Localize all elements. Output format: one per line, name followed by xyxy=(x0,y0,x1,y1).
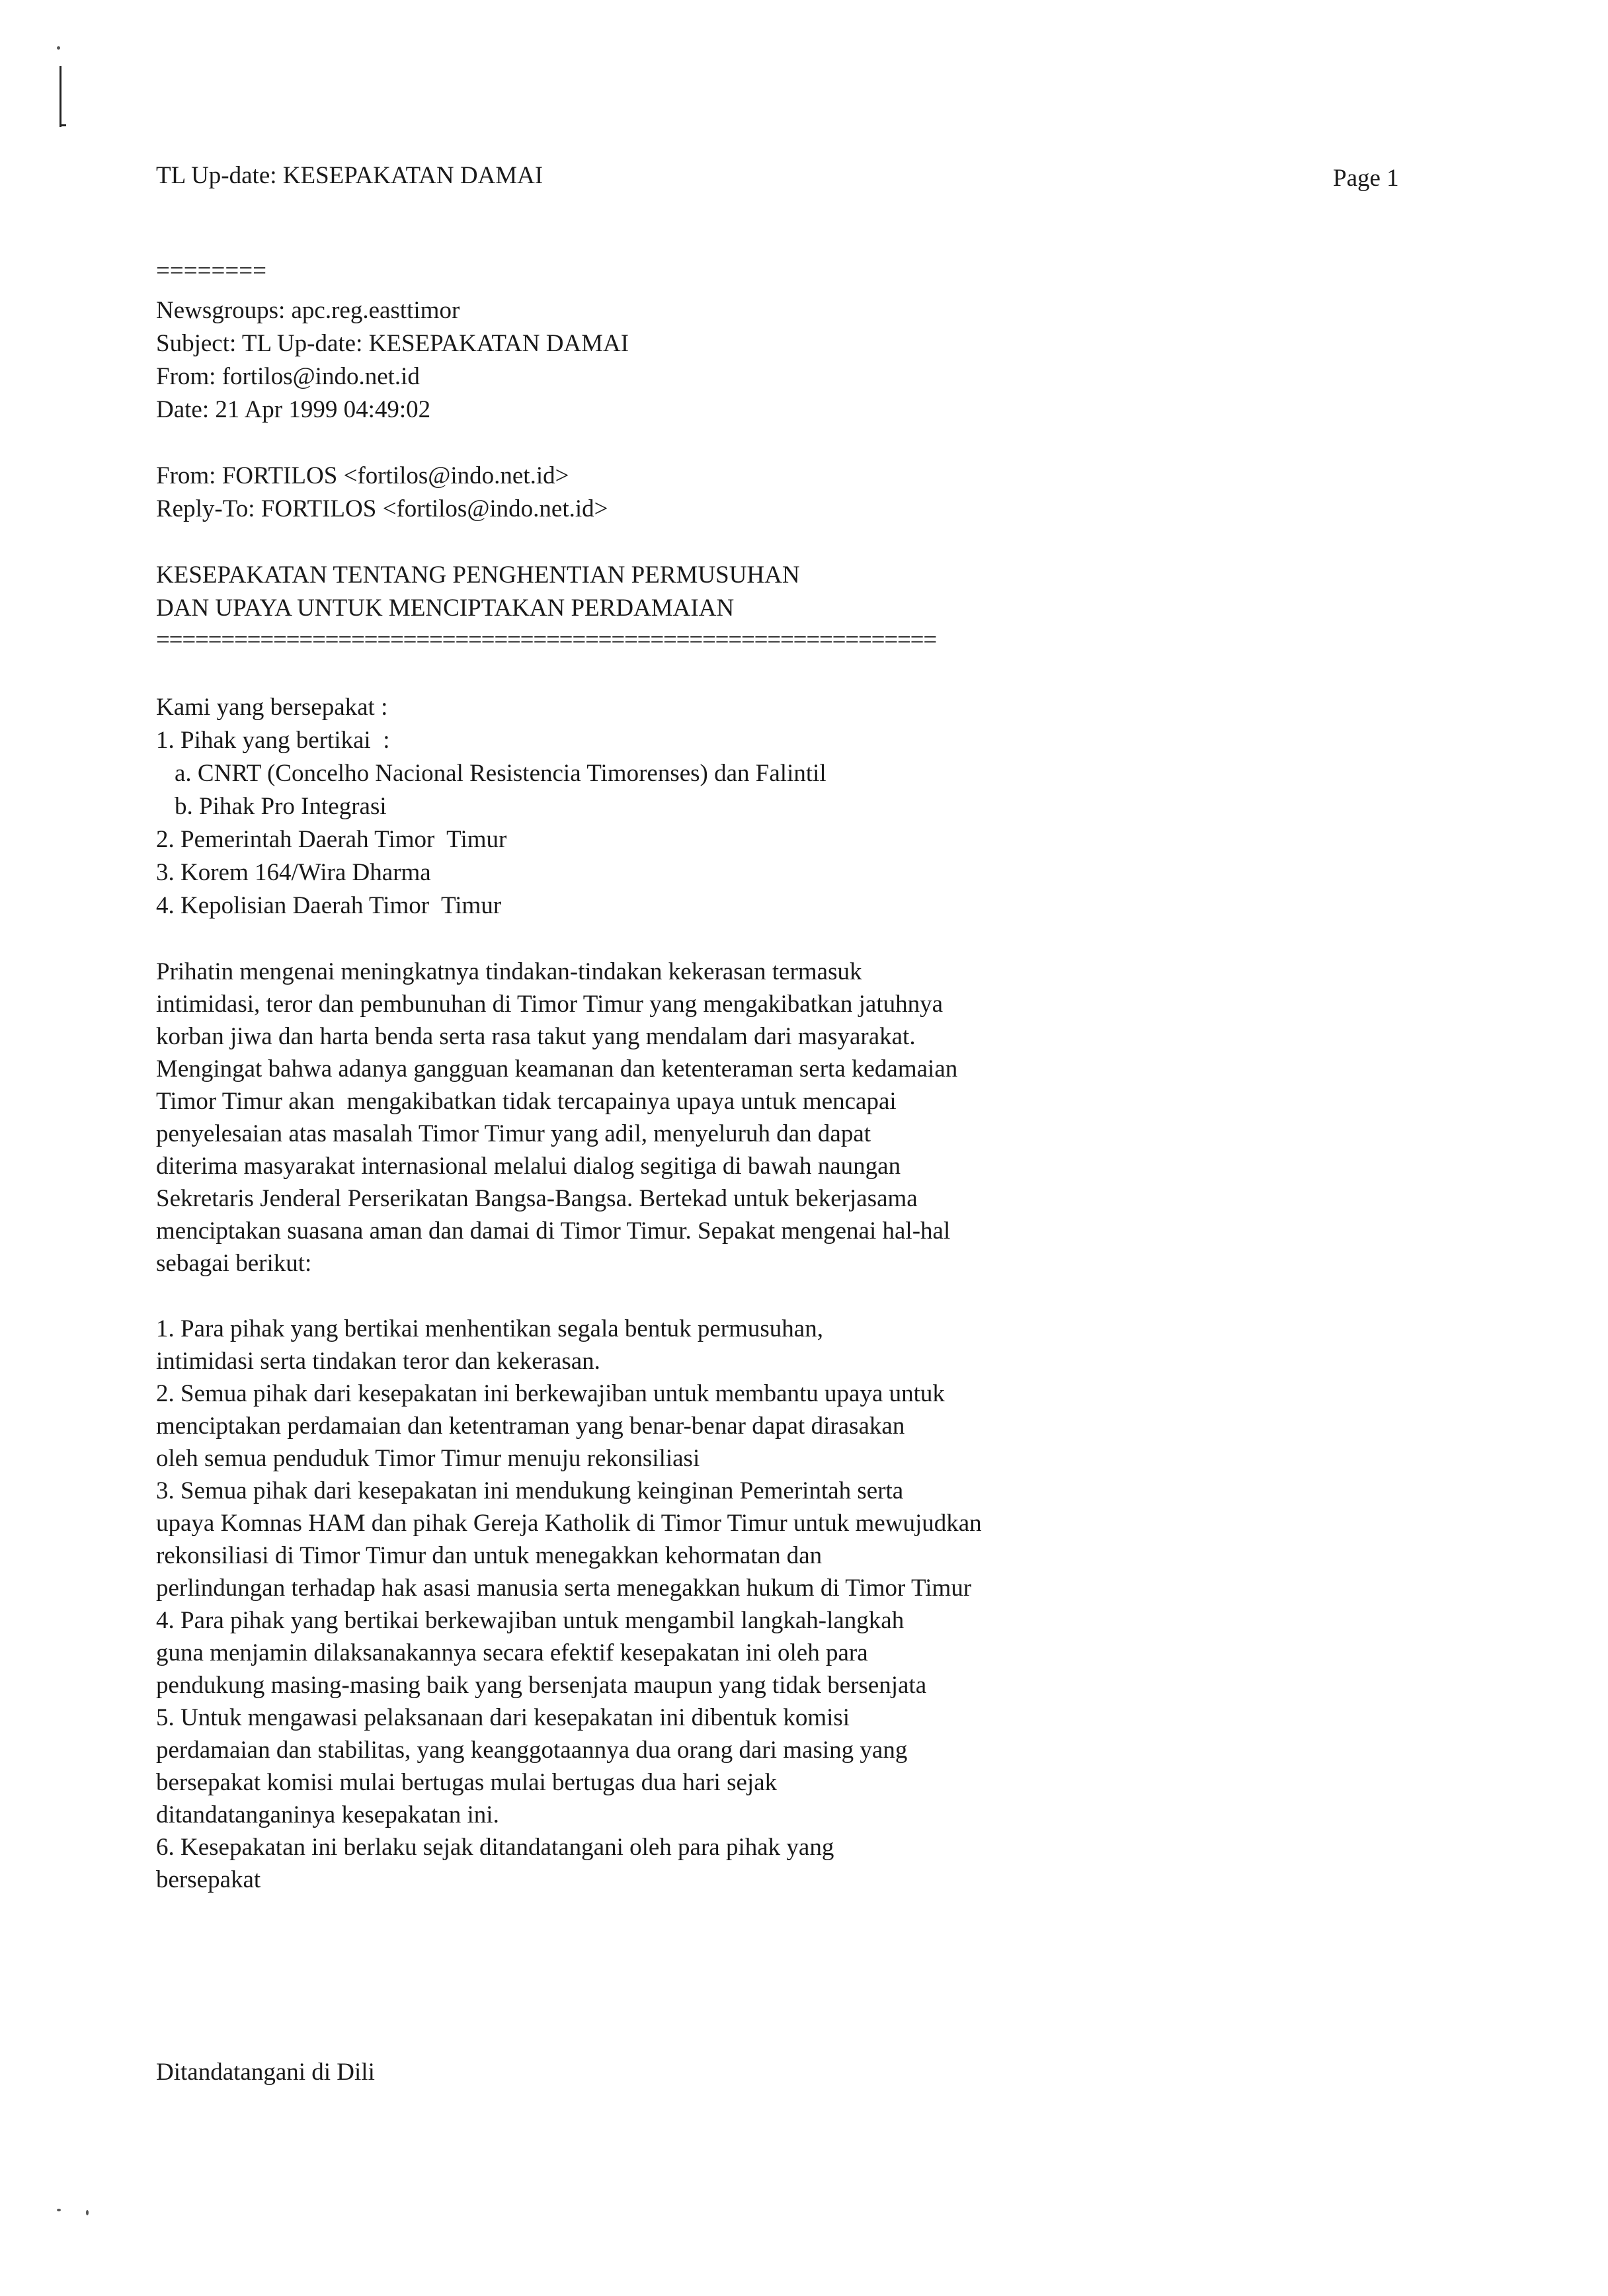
agreement-line: rekonsiliasi di Timor Timur dan untuk menegakkan kehormatan dan xyxy=(156,1542,823,1569)
preamble-line: penyelesaian atas masalah Timor Timur yang adil, menyeluruh dan dapat xyxy=(156,1120,871,1147)
agreement-line: bersepakat xyxy=(156,1866,261,1893)
agreement-line: 3. Semua pihak dari kesepakatan ini mendukung keinginan Pemerintah serta xyxy=(156,1477,904,1504)
party-item-1b: b. Pihak Pro Integrasi xyxy=(175,793,387,820)
from-header-line: From: FORTILOS <fortilos@indo.net.id> xyxy=(156,462,569,489)
scan-speck xyxy=(86,2210,89,2215)
agreement-line: 4. Para pihak yang bertikai berkewajiban untuk mengambil langkah-langkah xyxy=(156,1607,904,1634)
newsgroups-line: Newsgroups: apc.reg.easttimor xyxy=(156,297,460,324)
scan-mark xyxy=(60,124,66,126)
date-line: Date: 21 Apr 1999 04:49:02 xyxy=(156,396,431,423)
title-underline-rule: ============================================================ xyxy=(156,626,937,653)
scan-speck xyxy=(57,2209,61,2211)
preamble-line: menciptakan suasana aman dan damai di Timor Timur. Sepakat mengenai hal-hal xyxy=(156,1217,951,1245)
party-item-1: 1. Pihak yang bertikai : xyxy=(156,727,390,754)
agreement-line: 2. Semua pihak dari kesepakatan ini berkewajiban untuk membantu upaya untuk xyxy=(156,1380,945,1407)
separator-rule: ======== xyxy=(156,257,266,284)
preamble-line: intimidasi, teror dan pembunuhan di Timor Timur yang mengakibatkan jatuhnya xyxy=(156,991,944,1018)
agreement-line: intimidasi serta tindakan teror dan kekerasan. xyxy=(156,1348,600,1375)
agreement-line: 6. Kesepakatan ini berlaku sejak ditandatangani oleh para pihak yang xyxy=(156,1834,834,1861)
party-item-4: 4. Kepolisian Daerah Timor Timur xyxy=(156,892,502,919)
preamble-line: diterima masyarakat internasional melalui dialog segitiga di bawah naungan xyxy=(156,1153,901,1180)
agreement-line: ditandatanganinya kesepakatan ini. xyxy=(156,1801,499,1828)
scan-mark xyxy=(60,66,61,127)
agreement-line: 5. Untuk mengawasi pelaksanaan dari kesepakatan ini dibentuk komisi xyxy=(156,1704,850,1731)
page-header-title: TL Up-date: KESEPAKATAN DAMAI xyxy=(156,162,543,189)
preamble-line: Sekretaris Jenderal Perserikatan Bangsa-Bangsa. Bertekad untuk bekerjasama xyxy=(156,1185,918,1212)
preamble-line: Timor Timur akan mengakibatkan tidak tercapainya upaya untuk mencapai xyxy=(156,1088,897,1115)
preamble-line: Mengingat bahwa adanya gangguan keamanan dan ketenteraman serta kedamaian xyxy=(156,1055,958,1083)
from-line: From: fortilos@indo.net.id xyxy=(156,363,420,390)
agreement-line: oleh semua penduduk Timor Timur menuju rekonsiliasi xyxy=(156,1445,700,1472)
party-item-2: 2. Pemerintah Daerah Timor Timur xyxy=(156,826,507,853)
agreement-line: upaya Komnas HAM dan pihak Gereja Katholik di Timor Timur untuk mewujudkan xyxy=(156,1510,982,1537)
agreement-line: perlindungan terhadap hak asasi manusia serta menegakkan hukum di Timor Timur xyxy=(156,1575,972,1602)
party-item-1a: a. CNRT (Concelho Nacional Resistencia Timorenses) dan Falintil xyxy=(175,760,826,787)
subject-line: Subject: TL Up-date: KESEPAKATAN DAMAI xyxy=(156,330,629,357)
document-title-line-2: DAN UPAYA UNTUK MENCIPTAKAN PERDAMAIAN xyxy=(156,594,735,622)
agreement-line: bersepakat komisi mulai bertugas mulai bertugas dua hari sejak xyxy=(156,1769,778,1796)
page-number: Page 1 xyxy=(1333,165,1399,192)
scan-speck xyxy=(57,46,60,50)
agreement-line: 1. Para pihak yang bertikai menhentikan segala bentuk permusuhan, xyxy=(156,1315,823,1342)
preamble-line: Prihatin mengenai meningkatnya tindakan-tindakan kekerasan termasuk xyxy=(156,958,862,985)
agreement-line: guna menjamin dilaksanakannya secara efektif kesepakatan ini oleh para xyxy=(156,1639,868,1666)
document-title-line-1: KESEPAKATAN TENTANG PENGHENTIAN PERMUSUHAN xyxy=(156,561,800,589)
preamble-line: korban jiwa dan harta benda serta rasa takut yang mendalam dari masyarakat. xyxy=(156,1023,916,1050)
party-item-3: 3. Korem 164/Wira Dharma xyxy=(156,859,431,886)
agreement-line: menciptakan perdamaian dan ketentraman yang benar-benar dapat dirasakan xyxy=(156,1413,905,1440)
agreement-line: pendukung masing-masing baik yang bersenjata maupun yang tidak bersenjata xyxy=(156,1672,927,1699)
reply-to-line: Reply-To: FORTILOS <fortilos@indo.net.id> xyxy=(156,495,608,522)
parties-intro: Kami yang bersepakat : xyxy=(156,694,388,721)
signed-location: Ditandatangani di Dili xyxy=(156,2059,375,2086)
preamble-line: sebagai berikut: xyxy=(156,1250,312,1277)
agreement-line: perdamaian dan stabilitas, yang keanggotaannya dua orang dari masing yang xyxy=(156,1737,908,1764)
